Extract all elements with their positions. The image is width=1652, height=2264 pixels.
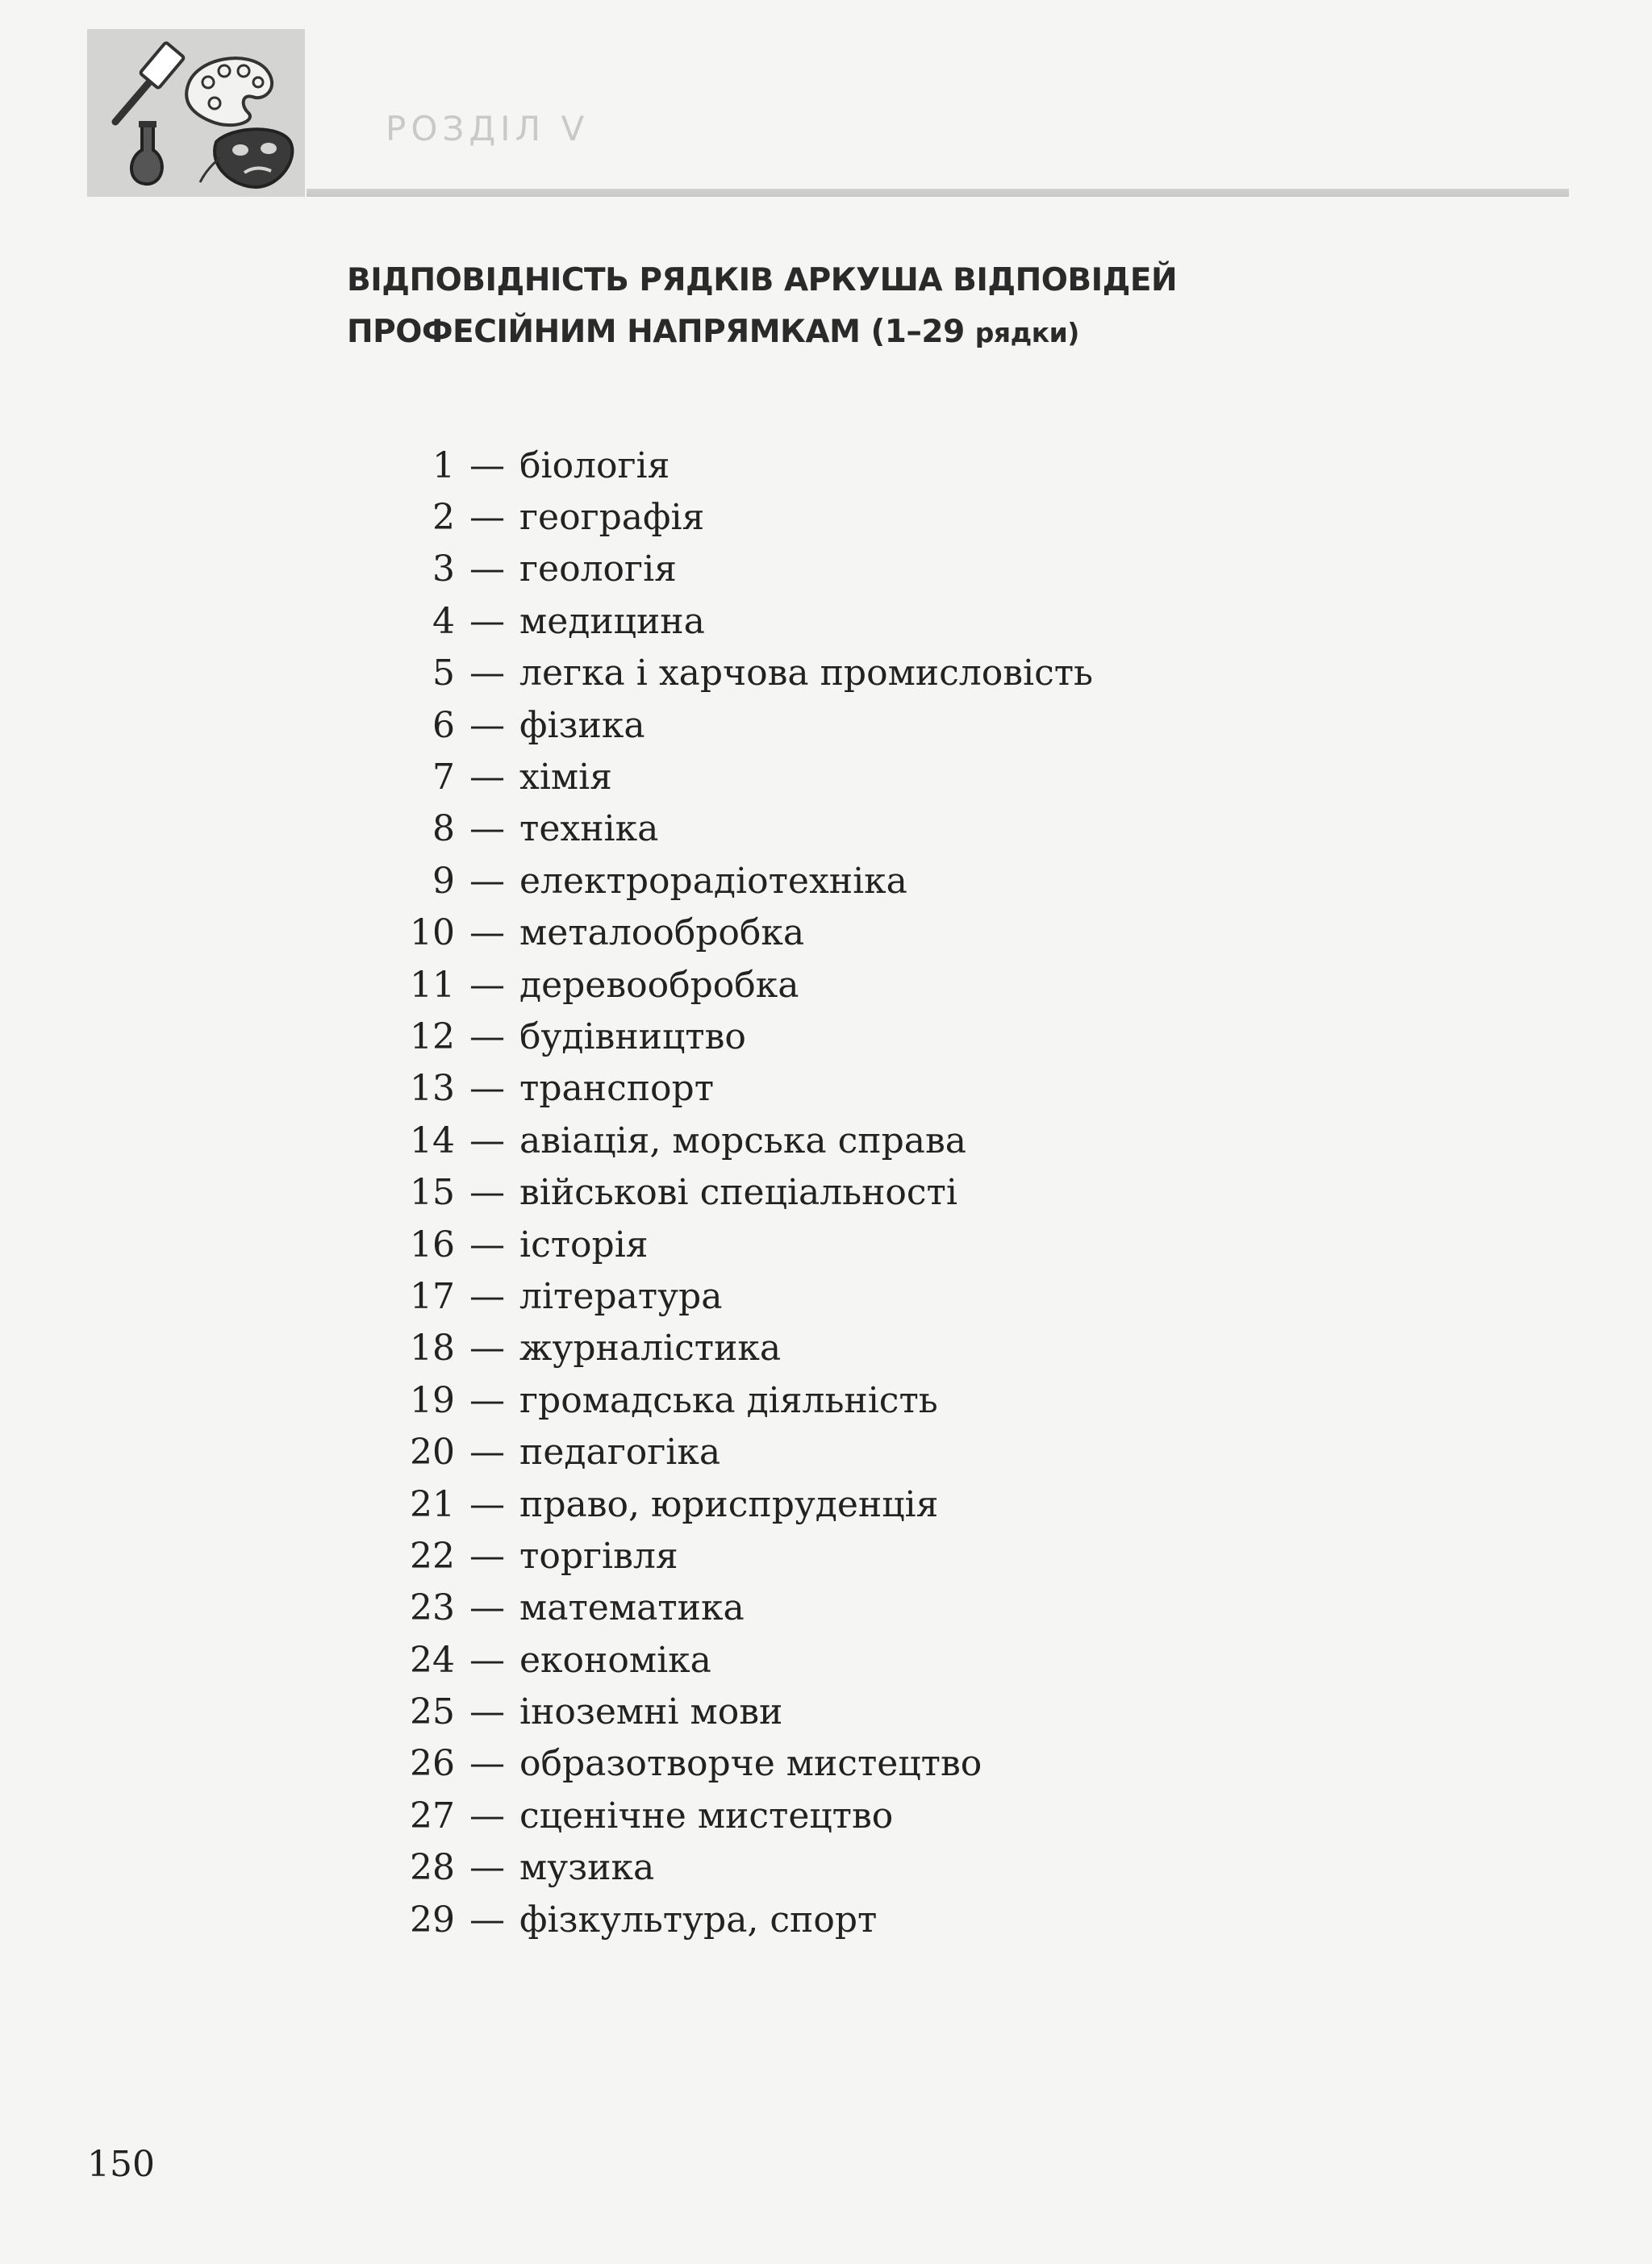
list-item (387, 1738, 1093, 1790)
list-item (387, 855, 1093, 907)
list-item-dash: — (469, 1068, 505, 1110)
list-item (387, 699, 1093, 751)
list-item-number: 7 (432, 757, 455, 798)
list-item-number: 9 (432, 860, 455, 902)
list-item-number: 19 (410, 1379, 455, 1421)
title-line-1: ВІДПОВІДНІСТЬ РЯДКІВ АРКУША ВІДПОВІДЕЙ (347, 262, 1178, 298)
list-item (387, 1270, 1093, 1322)
list-item-number: 3 (432, 548, 455, 590)
list-item-name: іноземні мови (519, 1691, 783, 1733)
list-item-dash: — (469, 1015, 505, 1057)
list-item-number: 27 (410, 1795, 455, 1837)
header-divider (307, 189, 1569, 197)
list-item-name: література (519, 1275, 723, 1317)
list-item (387, 1115, 1093, 1166)
list-item-name: транспорт (519, 1068, 715, 1110)
list-item-name: педагогіка (519, 1432, 721, 1474)
list-item-name: економіка (519, 1639, 711, 1681)
list-item (387, 959, 1093, 1011)
list-item-number: 13 (410, 1068, 455, 1110)
list-item-number: 1 (432, 444, 455, 486)
list-item (387, 1842, 1093, 1894)
list-item (387, 1686, 1093, 1737)
section-label: РОЗДІЛ V (386, 109, 590, 148)
list-item-dash: — (469, 1535, 505, 1577)
list-item (387, 1634, 1093, 1686)
list-item (387, 1323, 1093, 1374)
list-item-name: музика (519, 1847, 655, 1889)
list-item-dash: — (469, 1587, 505, 1629)
list-item-name: електрорадіотехніка (519, 860, 907, 902)
list-item-dash: — (469, 964, 505, 1006)
list-item (387, 1426, 1093, 1478)
list-item-name: громадська діяльність (519, 1379, 938, 1421)
list-item (387, 544, 1093, 595)
list-item-name: фізкультура, спорт (519, 1899, 878, 1941)
list-item-name: геологія (519, 548, 677, 590)
list-item (387, 1219, 1093, 1270)
list-item-name: авіація, морська справа (519, 1119, 966, 1161)
title-line-2 (347, 306, 1476, 359)
list-item-dash: — (469, 1432, 505, 1474)
list-item-number: 26 (410, 1743, 455, 1785)
list-item (387, 1374, 1093, 1426)
list-item-name: біологія (519, 444, 670, 486)
list-item-dash: — (469, 444, 505, 486)
list-item-name: деревообробка (519, 964, 799, 1006)
list-item-number: 22 (410, 1535, 455, 1577)
list-item-dash: — (469, 808, 505, 850)
list-item-name: військові спеціальності (519, 1172, 957, 1214)
list-item-number: 10 (410, 912, 455, 954)
list-item-name: образотворче мистецтво (519, 1743, 982, 1785)
list-item-dash: — (469, 1743, 505, 1785)
list-item-number: 14 (410, 1119, 455, 1161)
section-illustration (87, 29, 305, 197)
list-item-dash: — (469, 1483, 505, 1525)
page-number: 150 (87, 2144, 155, 2185)
list-item-dash: — (469, 497, 505, 539)
list-item-name: хімія (519, 757, 612, 798)
list-item (387, 751, 1093, 803)
list-item-dash: — (469, 1639, 505, 1681)
list-item-number: 18 (410, 1328, 455, 1370)
list-item-name: торгівля (519, 1535, 678, 1577)
list-item-name: медицина (519, 600, 705, 642)
list-item-dash: — (469, 548, 505, 590)
list-item-name: історія (519, 1224, 649, 1265)
document-title (347, 255, 1476, 359)
title-line-2-small: рядки) (974, 317, 1079, 348)
list-item-dash: — (469, 1379, 505, 1421)
list-item-dash: — (469, 1847, 505, 1889)
list-item-dash: — (469, 653, 505, 694)
list-item-number: 8 (432, 808, 455, 850)
list-item (387, 1790, 1093, 1841)
list-item-dash: — (469, 860, 505, 902)
list-item-dash: — (469, 1328, 505, 1370)
list-item-number: 21 (410, 1483, 455, 1525)
list-item-number: 23 (410, 1587, 455, 1629)
list-item-number: 17 (410, 1275, 455, 1317)
list-item (387, 907, 1093, 959)
list-item-dash: — (469, 912, 505, 954)
list-item-number: 28 (410, 1847, 455, 1889)
list-item (387, 648, 1093, 699)
title-line-2-main: ПРОФЕСІЙНИМ НАПРЯМКАМ (1–29 (347, 314, 965, 350)
list-item-number: 24 (410, 1639, 455, 1681)
list-item-name: сценічне мистецтво (519, 1795, 894, 1837)
list-item-number: 12 (410, 1015, 455, 1057)
list-item-dash: — (469, 600, 505, 642)
list-item (387, 1582, 1093, 1634)
list-item-name: техніка (519, 808, 659, 850)
list-item-dash: — (469, 1691, 505, 1733)
list-item (387, 491, 1093, 543)
list-item-number: 16 (410, 1224, 455, 1265)
list-item (387, 1011, 1093, 1062)
list-item-number: 15 (410, 1172, 455, 1214)
list-item-number: 29 (410, 1899, 455, 1941)
list-item-dash: — (469, 1795, 505, 1837)
list-item-number: 4 (432, 600, 455, 642)
list-item-dash: — (469, 757, 505, 798)
list-item-name: право, юриспруденція (519, 1483, 939, 1525)
list-item-name: математика (519, 1587, 745, 1629)
list-item-number: 6 (432, 704, 455, 746)
list-item-name: будівництво (519, 1015, 746, 1057)
list-item-name: географія (519, 497, 705, 539)
list-item (387, 1894, 1093, 1945)
list-item-number: 5 (432, 653, 455, 694)
list-item-dash: — (469, 1172, 505, 1214)
list-item-name: фізика (519, 704, 645, 746)
list-item (387, 1478, 1093, 1530)
list-item-dash: — (469, 1224, 505, 1265)
list-item (387, 595, 1093, 647)
list-item (387, 440, 1093, 491)
list-item-name: журналістика (519, 1328, 782, 1370)
list-item-number: 2 (432, 497, 455, 539)
list-item-name: металообробка (519, 912, 805, 954)
list-item-number: 20 (410, 1432, 455, 1474)
list-item-dash: — (469, 1275, 505, 1317)
list-item-number: 11 (410, 964, 455, 1006)
list-item (387, 803, 1093, 855)
list-item (387, 1530, 1093, 1582)
list-item-dash: — (469, 704, 505, 746)
list-item-number: 25 (410, 1691, 455, 1733)
professional-directions-list (387, 440, 1093, 1945)
list-item (387, 1166, 1093, 1218)
list-item (387, 1063, 1093, 1115)
list-item-name: легка і харчова промисловість (519, 653, 1094, 694)
list-item-dash: — (469, 1899, 505, 1941)
list-item-dash: — (469, 1119, 505, 1161)
